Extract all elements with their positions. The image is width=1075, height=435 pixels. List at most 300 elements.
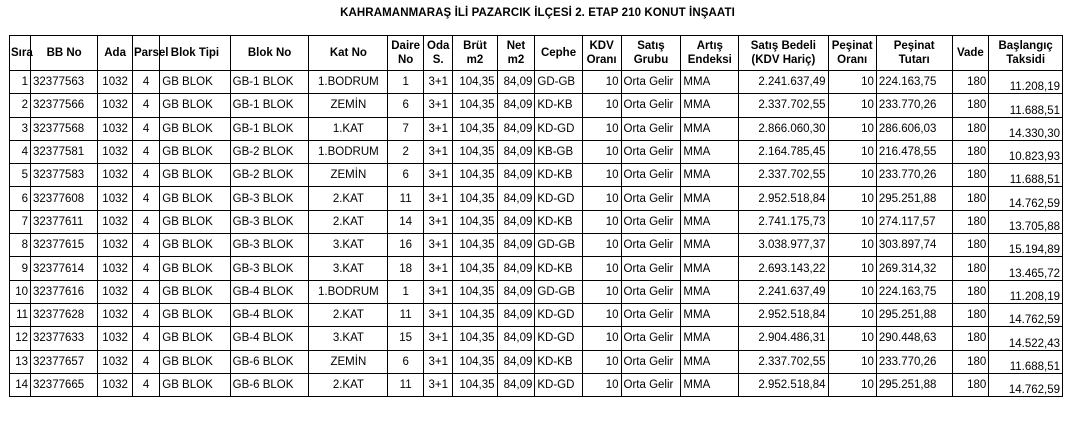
cell-parsel: 4: [132, 187, 159, 210]
cell-blok-tipi: GB BLOK: [160, 140, 230, 163]
cell-cephe: KD-KB: [535, 257, 582, 280]
header-artis-endeksi: Artış Endeksi: [681, 36, 739, 71]
cell-cephe: GD-GB: [535, 234, 582, 257]
cell-pesinat-orani: 10: [828, 350, 876, 373]
cell-sira: 9: [10, 257, 31, 280]
cell-vade: 180: [952, 210, 989, 233]
cell-net-m2: 84,09: [497, 373, 535, 396]
cell-daire-no: 18: [388, 257, 424, 280]
cell-sira: 12: [10, 327, 31, 350]
cell-daire-no: 6: [388, 164, 424, 187]
header-blok-tipi: Blok Tipi: [160, 36, 230, 71]
cell-cephe: KD-KB: [535, 350, 582, 373]
cell-brut-m2: 104,35: [453, 210, 497, 233]
cell-sira: 13: [10, 350, 31, 373]
cell-parsel: 4: [132, 234, 159, 257]
cell-daire-no: 11: [388, 303, 424, 326]
cell-brut-m2: 104,35: [453, 327, 497, 350]
cell-blok-tipi: GB BLOK: [160, 117, 230, 140]
header-parsel: Parsel: [132, 36, 159, 71]
table-row: [10, 140, 1063, 163]
cell-kdv-orani: 10: [582, 350, 621, 373]
cell-satis-bedeli: 2.866.060,30: [739, 117, 828, 140]
cell-vade: 180: [952, 164, 989, 187]
cell-ada: 1032: [98, 234, 133, 257]
cell-kat-no: 2.KAT: [309, 210, 388, 233]
cell-blok-no: GB-3 BLOK: [230, 187, 309, 210]
cell-oda-sayisi: 3+1: [424, 327, 453, 350]
cell-pesinat-tutari: 295.251,88: [876, 373, 952, 396]
cell-artis-endeksi: MMA: [681, 117, 739, 140]
cell-pesinat-tutari: 224.163,75: [876, 71, 952, 94]
cell-bb-no: 32377657: [31, 350, 98, 373]
cell-kat-no: 2.KAT: [309, 303, 388, 326]
cell-ada: 1032: [98, 117, 133, 140]
cell-satis-grubu: Orta Gelir: [621, 303, 681, 326]
table-row: [10, 210, 1063, 233]
cell-artis-endeksi: MMA: [681, 327, 739, 350]
cell-net-m2: 84,09: [497, 187, 535, 210]
cell-net-m2: 84,09: [497, 140, 535, 163]
cell-cephe: KD-GD: [535, 187, 582, 210]
cell-satis-grubu: Orta Gelir: [621, 71, 681, 94]
cell-baslangic-taksidi: 11.208,19: [989, 71, 1063, 94]
cell-brut-m2: 104,35: [453, 187, 497, 210]
cell-artis-endeksi: MMA: [681, 234, 739, 257]
cell-ada: 1032: [98, 280, 133, 303]
cell-parsel: 4: [132, 117, 159, 140]
page-title: KAHRAMANMARAŞ İLİ PAZARCIK İLÇESİ 2. ETAP 210 KONUT İNŞAATI: [340, 7, 735, 19]
cell-oda-sayisi: 3+1: [424, 187, 453, 210]
cell-pesinat-tutari: 233.770,26: [876, 350, 952, 373]
cell-oda-sayisi: 3+1: [424, 117, 453, 140]
cell-artis-endeksi: MMA: [681, 94, 739, 117]
cell-brut-m2: 104,35: [453, 117, 497, 140]
cell-satis-bedeli: 2.337.702,55: [739, 350, 828, 373]
cell-blok-tipi: GB BLOK: [160, 303, 230, 326]
cell-ada: 1032: [98, 140, 133, 163]
cell-net-m2: 84,09: [497, 303, 535, 326]
cell-kdv-orani: 10: [582, 94, 621, 117]
cell-blok-tipi: GB BLOK: [160, 280, 230, 303]
cell-baslangic-taksidi: 14.330,30: [989, 117, 1063, 140]
cell-blok-tipi: GB BLOK: [160, 234, 230, 257]
cell-daire-no: 1: [388, 280, 424, 303]
cell-bb-no: 32377628: [31, 303, 98, 326]
cell-cephe: KD-KB: [535, 164, 582, 187]
cell-parsel: 4: [132, 350, 159, 373]
cell-baslangic-taksidi: 11.688,51: [989, 164, 1063, 187]
cell-blok-tipi: GB BLOK: [160, 94, 230, 117]
cell-daire-no: 2: [388, 140, 424, 163]
cell-oda-sayisi: 3+1: [424, 164, 453, 187]
cell-blok-no: GB-1 BLOK: [230, 94, 309, 117]
cell-sira: 11: [10, 303, 31, 326]
cell-sira: 6: [10, 187, 31, 210]
cell-vade: 180: [952, 373, 989, 396]
cell-blok-no: GB-2 BLOK: [230, 140, 309, 163]
cell-pesinat-tutari: 290.448,63: [876, 327, 952, 350]
cell-pesinat-tutari: 274.117,57: [876, 210, 952, 233]
cell-vade: 180: [952, 187, 989, 210]
cell-blok-no: GB-1 BLOK: [230, 117, 309, 140]
cell-artis-endeksi: MMA: [681, 210, 739, 233]
header-satis-bedeli: Satış Bedeli (KDV Hariç): [739, 36, 828, 71]
cell-kat-no: 3.KAT: [309, 234, 388, 257]
cell-baslangic-taksidi: 14.762,59: [989, 187, 1063, 210]
cell-vade: 180: [952, 234, 989, 257]
cell-kdv-orani: 10: [582, 71, 621, 94]
cell-pesinat-orani: 10: [828, 187, 876, 210]
cell-net-m2: 84,09: [497, 210, 535, 233]
cell-kat-no: ZEMİN: [309, 164, 388, 187]
cell-sira: 10: [10, 280, 31, 303]
cell-net-m2: 84,09: [497, 71, 535, 94]
cell-bb-no: 32377563: [31, 71, 98, 94]
cell-bb-no: 32377608: [31, 187, 98, 210]
cell-net-m2: 84,09: [497, 280, 535, 303]
cell-parsel: 4: [132, 327, 159, 350]
cell-vade: 180: [952, 280, 989, 303]
cell-kdv-orani: 10: [582, 303, 621, 326]
header-net-m2: Net m2: [497, 36, 535, 71]
header-ada: Ada: [98, 36, 133, 71]
header-pesinat-tutari: Peşinat Tutarı: [876, 36, 952, 71]
cell-daire-no: 6: [388, 350, 424, 373]
cell-satis-bedeli: 2.337.702,55: [739, 94, 828, 117]
cell-satis-grubu: Orta Gelir: [621, 327, 681, 350]
cell-bb-no: 32377583: [31, 164, 98, 187]
cell-satis-bedeli: 2.241.637,49: [739, 280, 828, 303]
cell-pesinat-tutari: 269.314,32: [876, 257, 952, 280]
header-cephe: Cephe: [535, 36, 582, 71]
cell-bb-no: 32377611: [31, 210, 98, 233]
cell-pesinat-tutari: 295.251,88: [876, 187, 952, 210]
cell-kdv-orani: 10: [582, 373, 621, 396]
header-blok-no: Blok No: [230, 36, 309, 71]
cell-pesinat-orani: 10: [828, 303, 876, 326]
cell-kat-no: 2.KAT: [309, 373, 388, 396]
cell-net-m2: 84,09: [497, 350, 535, 373]
cell-cephe: KD-GD: [535, 327, 582, 350]
cell-bb-no: 32377633: [31, 327, 98, 350]
cell-parsel: 4: [132, 140, 159, 163]
cell-blok-no: GB-3 BLOK: [230, 234, 309, 257]
cell-cephe: KD-KB: [535, 210, 582, 233]
cell-cephe: KD-GD: [535, 303, 582, 326]
cell-parsel: 4: [132, 373, 159, 396]
cell-parsel: 4: [132, 280, 159, 303]
cell-blok-tipi: GB BLOK: [160, 164, 230, 187]
cell-satis-bedeli: 2.693.143,22: [739, 257, 828, 280]
cell-baslangic-taksidi: 14.762,59: [989, 373, 1063, 396]
cell-vade: 180: [952, 117, 989, 140]
cell-vade: 180: [952, 140, 989, 163]
cell-bb-no: 32377581: [31, 140, 98, 163]
table-row: [10, 187, 1063, 210]
cell-satis-bedeli: 3.038.977,37: [739, 234, 828, 257]
cell-brut-m2: 104,35: [453, 303, 497, 326]
cell-blok-tipi: GB BLOK: [160, 373, 230, 396]
cell-satis-grubu: Orta Gelir: [621, 117, 681, 140]
cell-kat-no: 2.KAT: [309, 187, 388, 210]
cell-kdv-orani: 10: [582, 234, 621, 257]
table-row: [10, 234, 1063, 257]
table-row: [10, 164, 1063, 187]
cell-blok-no: GB-4 BLOK: [230, 280, 309, 303]
cell-oda-sayisi: 3+1: [424, 210, 453, 233]
cell-baslangic-taksidi: 14.762,59: [989, 303, 1063, 326]
cell-blok-tipi: GB BLOK: [160, 187, 230, 210]
cell-satis-bedeli: 2.241.637,49: [739, 71, 828, 94]
cell-brut-m2: 104,35: [453, 257, 497, 280]
cell-cephe: GD-GB: [535, 280, 582, 303]
cell-vade: 180: [952, 71, 989, 94]
table-header-row: [10, 36, 1063, 71]
cell-sira: 4: [10, 140, 31, 163]
cell-blok-no: GB-3 BLOK: [230, 210, 309, 233]
cell-ada: 1032: [98, 257, 133, 280]
table-row: [10, 94, 1063, 117]
cell-brut-m2: 104,35: [453, 234, 497, 257]
cell-kat-no: 1.BODRUM: [309, 71, 388, 94]
cell-pesinat-tutari: 233.770,26: [876, 94, 952, 117]
cell-bb-no: 32377616: [31, 280, 98, 303]
cell-daire-no: 6: [388, 94, 424, 117]
cell-satis-bedeli: 2.904.486,31: [739, 327, 828, 350]
header-kdv-orani: KDV Oranı: [582, 36, 621, 71]
table-row: [10, 117, 1063, 140]
cell-pesinat-orani: 10: [828, 234, 876, 257]
cell-brut-m2: 104,35: [453, 94, 497, 117]
housing-sales-table: [9, 35, 1063, 397]
cell-pesinat-orani: 10: [828, 117, 876, 140]
cell-blok-tipi: GB BLOK: [160, 350, 230, 373]
cell-baslangic-taksidi: 13.705,88: [989, 210, 1063, 233]
cell-artis-endeksi: MMA: [681, 140, 739, 163]
cell-baslangic-taksidi: 14.522,43: [989, 327, 1063, 350]
cell-parsel: 4: [132, 164, 159, 187]
cell-artis-endeksi: MMA: [681, 164, 739, 187]
cell-pesinat-tutari: 295.251,88: [876, 303, 952, 326]
cell-pesinat-tutari: 233.770,26: [876, 164, 952, 187]
cell-satis-bedeli: 2.952.518,84: [739, 373, 828, 396]
table-row: [10, 257, 1063, 280]
cell-cephe: KD-GD: [535, 373, 582, 396]
cell-pesinat-orani: 10: [828, 257, 876, 280]
cell-kat-no: 3.KAT: [309, 257, 388, 280]
cell-parsel: 4: [132, 71, 159, 94]
cell-vade: 180: [952, 350, 989, 373]
header-sira: Sıra: [10, 36, 31, 71]
cell-satis-grubu: Orta Gelir: [621, 373, 681, 396]
cell-bb-no: 32377615: [31, 234, 98, 257]
cell-blok-tipi: GB BLOK: [160, 327, 230, 350]
cell-daire-no: 14: [388, 210, 424, 233]
header-oda-sayisi: Oda S.: [424, 36, 453, 71]
cell-pesinat-orani: 10: [828, 94, 876, 117]
cell-daire-no: 1: [388, 71, 424, 94]
cell-daire-no: 15: [388, 327, 424, 350]
cell-baslangic-taksidi: 11.208,19: [989, 280, 1063, 303]
cell-vade: 180: [952, 303, 989, 326]
cell-kdv-orani: 10: [582, 280, 621, 303]
cell-kat-no: ZEMİN: [309, 350, 388, 373]
cell-cephe: KD-KB: [535, 94, 582, 117]
header-baslangic-taksidi: Başlangıç Taksidi: [989, 36, 1063, 71]
cell-vade: 180: [952, 94, 989, 117]
cell-blok-no: GB-6 BLOK: [230, 373, 309, 396]
cell-oda-sayisi: 3+1: [424, 234, 453, 257]
cell-artis-endeksi: MMA: [681, 187, 739, 210]
cell-net-m2: 84,09: [497, 327, 535, 350]
cell-artis-endeksi: MMA: [681, 350, 739, 373]
cell-satis-grubu: Orta Gelir: [621, 280, 681, 303]
cell-brut-m2: 104,35: [453, 71, 497, 94]
cell-satis-grubu: Orta Gelir: [621, 164, 681, 187]
cell-artis-endeksi: MMA: [681, 280, 739, 303]
cell-kat-no: 1.BODRUM: [309, 280, 388, 303]
cell-ada: 1032: [98, 350, 133, 373]
cell-cephe: KB-GB: [535, 140, 582, 163]
header-vade: Vade: [952, 36, 989, 71]
cell-net-m2: 84,09: [497, 117, 535, 140]
cell-pesinat-orani: 10: [828, 327, 876, 350]
cell-satis-grubu: Orta Gelir: [621, 234, 681, 257]
cell-oda-sayisi: 3+1: [424, 140, 453, 163]
header-satis-grubu: Satış Grubu: [621, 36, 681, 71]
cell-bb-no: 32377566: [31, 94, 98, 117]
cell-ada: 1032: [98, 373, 133, 396]
cell-ada: 1032: [98, 71, 133, 94]
cell-ada: 1032: [98, 327, 133, 350]
table-row: [10, 350, 1063, 373]
cell-baslangic-taksidi: 15.194,89: [989, 234, 1063, 257]
cell-sira: 5: [10, 164, 31, 187]
cell-daire-no: 11: [388, 373, 424, 396]
cell-sira: 7: [10, 210, 31, 233]
cell-kdv-orani: 10: [582, 164, 621, 187]
cell-kdv-orani: 10: [582, 140, 621, 163]
table-row: [10, 303, 1063, 326]
header-bb-no: BB No: [31, 36, 98, 71]
cell-parsel: 4: [132, 210, 159, 233]
cell-sira: 3: [10, 117, 31, 140]
cell-blok-tipi: GB BLOK: [160, 71, 230, 94]
cell-net-m2: 84,09: [497, 164, 535, 187]
cell-bb-no: 32377665: [31, 373, 98, 396]
cell-blok-no: GB-4 BLOK: [230, 303, 309, 326]
cell-parsel: 4: [132, 303, 159, 326]
cell-satis-grubu: Orta Gelir: [621, 350, 681, 373]
cell-ada: 1032: [98, 164, 133, 187]
cell-blok-no: GB-3 BLOK: [230, 257, 309, 280]
table-row: [10, 327, 1063, 350]
cell-kat-no: 1.BODRUM: [309, 140, 388, 163]
table-row: [10, 373, 1063, 396]
cell-pesinat-orani: 10: [828, 140, 876, 163]
cell-baslangic-taksidi: 13.465,72: [989, 257, 1063, 280]
cell-kat-no: 3.KAT: [309, 327, 388, 350]
cell-pesinat-tutari: 224.163,75: [876, 280, 952, 303]
cell-sira: 8: [10, 234, 31, 257]
cell-brut-m2: 104,35: [453, 373, 497, 396]
cell-kat-no: ZEMİN: [309, 94, 388, 117]
cell-vade: 180: [952, 257, 989, 280]
cell-oda-sayisi: 3+1: [424, 94, 453, 117]
cell-kat-no: 1.KAT: [309, 117, 388, 140]
cell-bb-no: 32377568: [31, 117, 98, 140]
cell-daire-no: 16: [388, 234, 424, 257]
cell-blok-no: GB-4 BLOK: [230, 327, 309, 350]
cell-net-m2: 84,09: [497, 257, 535, 280]
cell-oda-sayisi: 3+1: [424, 373, 453, 396]
cell-artis-endeksi: MMA: [681, 303, 739, 326]
header-kat-no: Kat No: [309, 36, 388, 71]
cell-pesinat-tutari: 303.897,74: [876, 234, 952, 257]
cell-ada: 1032: [98, 210, 133, 233]
cell-vade: 180: [952, 327, 989, 350]
cell-daire-no: 7: [388, 117, 424, 140]
cell-satis-grubu: Orta Gelir: [621, 257, 681, 280]
cell-cephe: KD-GD: [535, 117, 582, 140]
cell-parsel: 4: [132, 94, 159, 117]
cell-blok-no: GB-6 BLOK: [230, 350, 309, 373]
cell-blok-no: GB-1 BLOK: [230, 71, 309, 94]
cell-kdv-orani: 10: [582, 187, 621, 210]
cell-pesinat-orani: 10: [828, 280, 876, 303]
cell-satis-grubu: Orta Gelir: [621, 210, 681, 233]
cell-blok-no: GB-2 BLOK: [230, 164, 309, 187]
cell-satis-bedeli: 2.741.175,73: [739, 210, 828, 233]
table-row: [10, 71, 1063, 94]
cell-pesinat-orani: 10: [828, 71, 876, 94]
cell-baslangic-taksidi: 10.823,93: [989, 140, 1063, 163]
cell-pesinat-orani: 10: [828, 164, 876, 187]
cell-kdv-orani: 10: [582, 117, 621, 140]
cell-pesinat-tutari: 216.478,55: [876, 140, 952, 163]
table-row: [10, 280, 1063, 303]
cell-artis-endeksi: MMA: [681, 71, 739, 94]
cell-pesinat-orani: 10: [828, 373, 876, 396]
cell-oda-sayisi: 3+1: [424, 71, 453, 94]
cell-kdv-orani: 10: [582, 257, 621, 280]
header-daire-no: Daire No: [388, 36, 424, 71]
header-pesinat-orani: Peşinat Oranı: [828, 36, 876, 71]
cell-net-m2: 84,09: [497, 94, 535, 117]
cell-oda-sayisi: 3+1: [424, 303, 453, 326]
cell-sira: 14: [10, 373, 31, 396]
cell-brut-m2: 104,35: [453, 140, 497, 163]
cell-ada: 1032: [98, 187, 133, 210]
cell-satis-bedeli: 2.952.518,84: [739, 187, 828, 210]
cell-sira: 1: [10, 71, 31, 94]
cell-satis-bedeli: 2.164.785,45: [739, 140, 828, 163]
table-body: [10, 71, 1063, 397]
cell-oda-sayisi: 3+1: [424, 350, 453, 373]
cell-net-m2: 84,09: [497, 234, 535, 257]
cell-sira: 2: [10, 94, 31, 117]
cell-brut-m2: 104,35: [453, 280, 497, 303]
cell-oda-sayisi: 3+1: [424, 280, 453, 303]
cell-satis-bedeli: 2.337.702,55: [739, 164, 828, 187]
cell-blok-tipi: GB BLOK: [160, 210, 230, 233]
cell-satis-grubu: Orta Gelir: [621, 94, 681, 117]
cell-brut-m2: 104,35: [453, 164, 497, 187]
cell-blok-tipi: GB BLOK: [160, 257, 230, 280]
cell-bb-no: 32377614: [31, 257, 98, 280]
cell-satis-grubu: Orta Gelir: [621, 140, 681, 163]
